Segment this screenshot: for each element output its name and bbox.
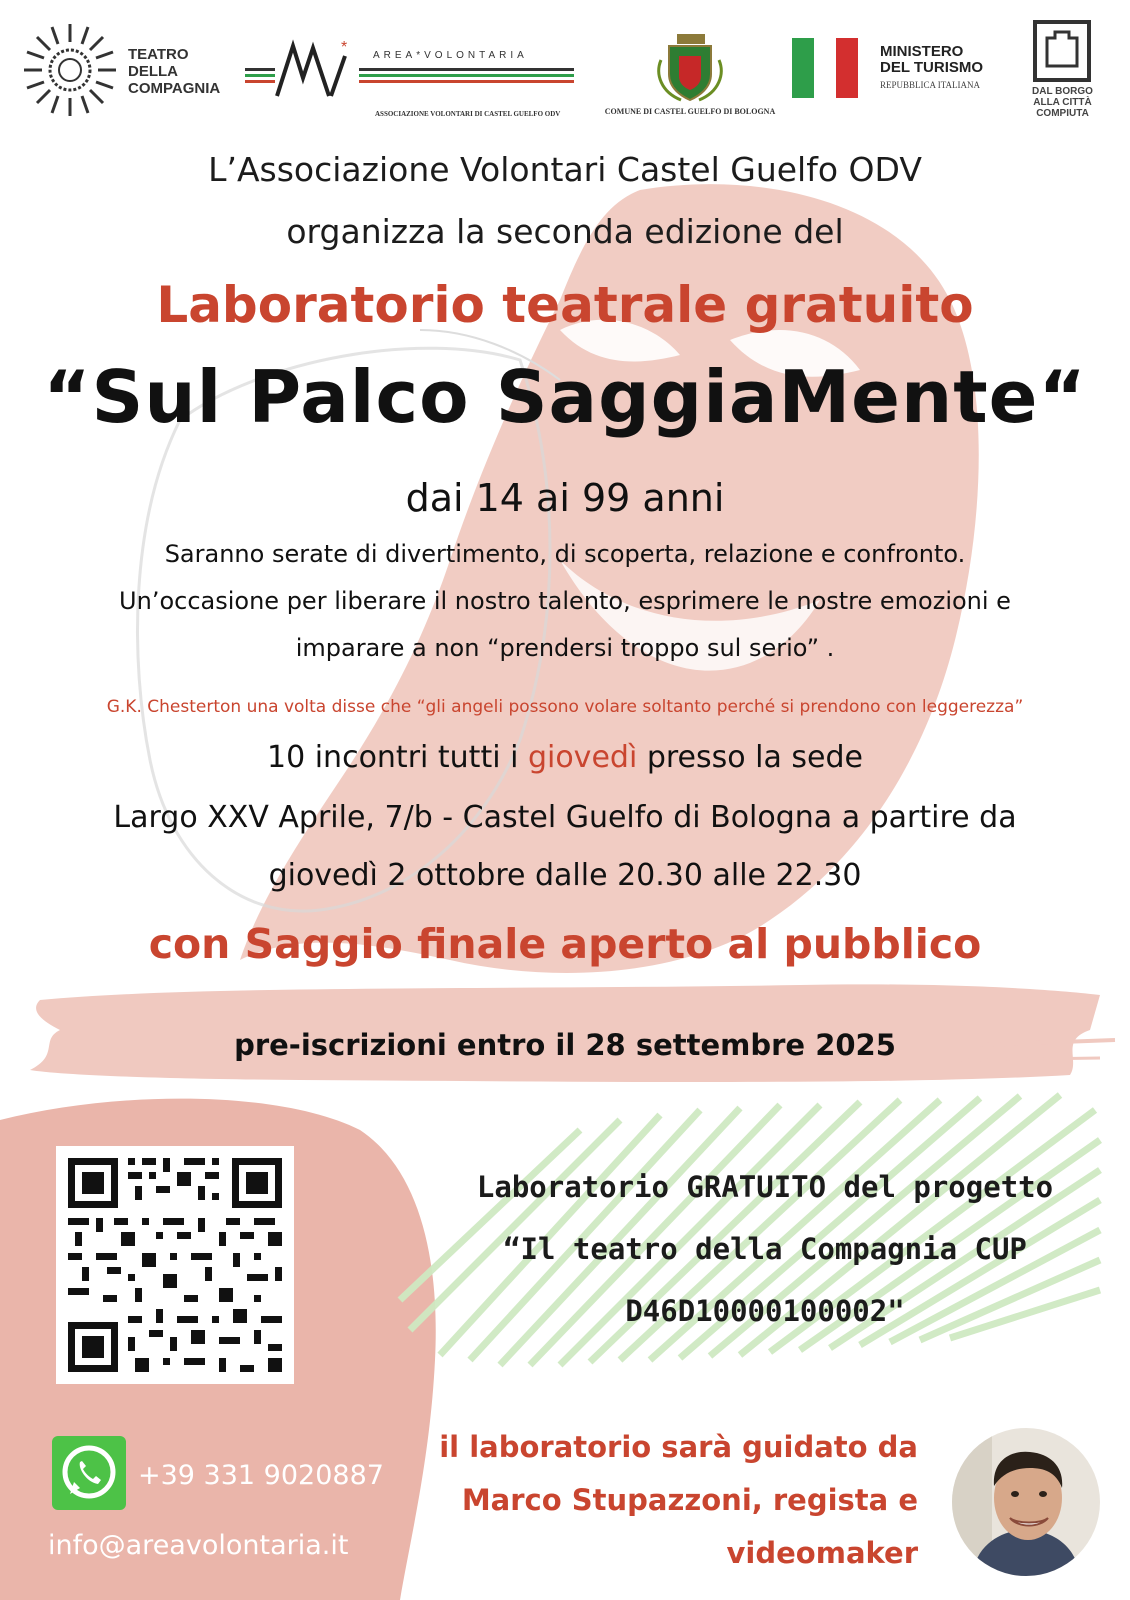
schedule-line-1-start: 10 incontri tutti i [267, 740, 528, 775]
portrait-photo [952, 1428, 1100, 1576]
schedule-line-3: giovedì 2 ottobre dalle 20.30 alle 22.30 [268, 858, 862, 893]
main-title: “Sul Palco SaggiaMente“ [43, 355, 1087, 439]
qr-code-image [56, 1146, 294, 1384]
dal-borgo-logo [1025, 20, 1100, 130]
project-line-3: D46D10000100002" [625, 1294, 905, 1328]
ministero-logo-title: MINISTERO DEL TURISMO [880, 43, 984, 76]
schedule-day-highlight: giovedì [527, 740, 638, 775]
borgo-logo-text: DAL BORGO ALLA CITTÀ COMPIUTA [1032, 86, 1093, 119]
qr-code[interactable] [56, 1146, 294, 1384]
phone-number[interactable]: +39 331 9020887 [138, 1460, 384, 1491]
description-line-1: Saranno serate di divertimento, di scoperta, relazione e confronto. [164, 540, 966, 568]
whatsapp-glyph-icon [52, 1436, 126, 1510]
av-logo-icon [245, 38, 590, 108]
av-logo-title: AREA*VOLONTARIA [373, 50, 528, 61]
teatro-compagnia-logo [20, 20, 240, 130]
italian-flag-icon [792, 38, 872, 98]
schedule-line-2: Largo XXV Aprile, 7/b - Castel Guelfo di Bologna a partire da [113, 800, 1017, 835]
intro-line-2: organizza la seconda edizione del [286, 212, 844, 251]
project-line-1: Laboratorio GRATUITO del progetto [476, 1170, 1054, 1204]
description-line-2: Un’occasione per liberare il nostro talento, esprimere le nostre emozioni e [119, 587, 1011, 615]
intro-line-1: L’Associazione Volontari Castel Guelfo ODV [208, 150, 922, 189]
coat-of-arms-icon [595, 30, 785, 105]
borgo-frame-icon [1025, 20, 1100, 84]
email-address[interactable]: info@areavolontaria.it [48, 1530, 349, 1561]
guide-line-3: videomaker [726, 1536, 918, 1570]
ministero-turismo-logo [792, 38, 1007, 108]
logos-row [0, 0, 1130, 140]
svg-text:*: * [341, 39, 348, 56]
ministero-logo-subtitle: REPUBBLICA ITALIANA [880, 80, 981, 90]
guide-line-2: Marco Stupazzoni, regista e [461, 1483, 918, 1517]
teatro-logo-text: TEATRO DELLA COMPAGNIA [128, 46, 221, 97]
area-volontaria-logo [245, 38, 590, 128]
description-line-3: imparare a non “prendersi troppo sul serio” . [295, 634, 835, 662]
comune-logo [595, 30, 785, 130]
avatar-marco-stupazzoni [952, 1428, 1100, 1576]
schedule-line-1 [0, 740, 1130, 775]
saggio-finale: con Saggio finale aperto al pubblico [148, 920, 982, 968]
sunburst-icon [20, 20, 120, 120]
project-line-2: “Il teatro della Compagnia CUP [503, 1232, 1027, 1266]
guide-line-1: il laboratorio sarà guidato da [439, 1430, 918, 1464]
chesterton-quote: G.K. Chesterton una volta disse che “gli angeli possono volare soltanto perché si prendono con leggerezza” [106, 697, 1024, 717]
whatsapp-icon[interactable] [52, 1436, 126, 1510]
av-logo-subtitle: ASSOCIAZIONE VOLONTARI DI CASTEL GUELFO ODV [375, 110, 561, 118]
lab-title: Laboratorio teatrale gratuito [156, 276, 974, 334]
age-range: dai 14 ai 99 anni [405, 476, 725, 520]
schedule-line-1-end: presso la sede [637, 740, 863, 775]
preiscrizioni-deadline: pre-iscrizioni entro il 28 settembre 2025 [234, 1028, 896, 1062]
comune-logo-text: COMUNE DI CASTEL GUELFO DI BOLOGNA [604, 107, 776, 116]
